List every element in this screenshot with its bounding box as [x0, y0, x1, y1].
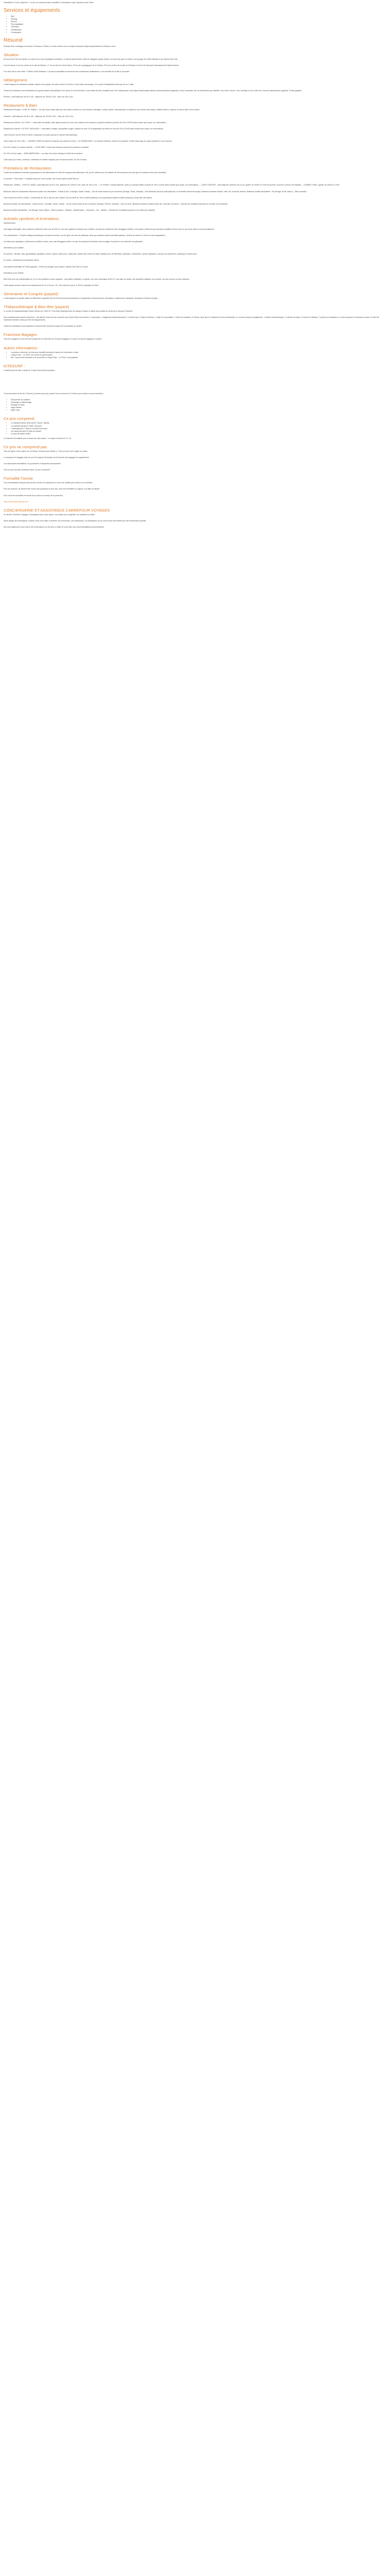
activites-text-3: Un vaste parc aquatique, entièrement chauffé en hiver, avec des toboggans variés, un parc de plusieurs kilomètres entre la plage, la piscine et une sélection de glissades. — [4, 241, 143, 243]
prestations-text-3: Restaurant : Buffets – CHAT EL HANIA : petit déjeuner de 6h à 10h, déjeuner de 12h30 à 14h, dîner de 19h à 21h — LE TRIUM « cuisine italienne, dans un concept raffiné ouverte de 19h à 21h30 (sans horaire que repas, sur réservation). — CAFÉ CONCERT : petit déjeuner tardif de 10h à 11h, goûter de 16h30 à 17h30 et pizzeria / boucher à l'heure de l'apéritif — CONNECT BAR : goûter de 16h30 à 17h30. — [4, 184, 340, 187]
conciergerie-text-1: Un dernier Carrefour Voyages Conciergerie pour votre séjour, vous aidez pour organiser vos activités sur place. — [4, 513, 95, 516]
note-item: • Nage tractée — [11, 406, 387, 409]
seminaires-text: L'hôtel dispose de quatre salles de différentes capacités (de 60 à 600 personnes) destinées à l'organisation d'événements, séminaires, conférences, banquets, réceptions et dîners de gala. — [4, 297, 158, 299]
formalites-text-1: Les ressortissants français devront être munis d'un passeport en cours de validité pour entrer sur le territoire. — [4, 482, 93, 484]
activites-text-8: Animations pour enfants — [4, 272, 24, 274]
restaurants-text-1: Restaurant Principal « CHAT EL HANIA » : au sein d'une vaste salle aux tons clairs ouverte sur une terrasse ombragée, cuisine variée, internationale et tunisienne aux heures des repas, buffets à thème, copieux à toute la faite d'une culture. — [4, 109, 200, 111]
prestations-text-4: Boissons dans les restaurants: Boissons locales non alcoolisées : Sodas (Coca, Cola light, Sprite, Fanta) – Jus de fruits à base de jus concentré (Orange, Citron, Ananas) – Eau Minérale (sous au petit-déjeuner, en bouteille durant les repas). Boissons chaudes locales: café, thé, chocolat, tisanes. Boissons locales alcoolisées : Vin (Rouge, Rosé, Blanc) – Bière pression. — [4, 190, 307, 193]
thalasso-text-2: Son complètement humain comprend : une piscine d'eau de mer couverte avec 8 jets d'eau sous-marins, 2 hammams, 4 baignoires hydromassantes, 1 douche à jet, 2 salles de fitness, 1 salle de musculation, 1 salle de relaxation, le Sauna, ainsi que 42 cabines de soins individuelles. Le service comprend également : 4 salles d'hydrothérapie, 2 cabines de bains, la douche à affusion, 1 piscine de relaxation, le centre propose le hammam au soin, le rituel de l'hammam berbère, ainsi que des enveloppements. — [4, 316, 379, 321]
prestations-text-6: Boissons locales non alcoolisées : Sodas (Coca, Cola light, Sprite, Fanta) – Jus de fruits à base de jus concentré (Orange, Pomme, Ananas) – Eau au verre. Boissons chaudes locales (café, thé, chocolat, verveine) – Gamme de cocktails proposés sur la carte (non-inclusifs). — [4, 202, 228, 205]
franchise-text: Tous les voyageurs ont le droit de transporter en franchise de 23 kg de bagages en soute et 8 kg de bagages en cabine. — [4, 338, 102, 341]
resume-text: Kiosque Ras, Lindiagaur nouveaux en Eslaoun ! Partez, en toute sérieux pour un séjour éclosant à Djerba spécialement à fait pour vous ! — [4, 45, 117, 47]
restaurants-text-2: Horaires : petit déjeuner de 6h à 10h - déjeuner de 12h30 à 14h - dîner de 19h à 21h. — [4, 115, 74, 117]
hebergement-text-3: Pension : petit-déjeuner de 6h à 10h - déjeuner de 12h30 à 14h - dîner de 19h à 21h. — [4, 96, 74, 98]
activites-title: Activités sportives et Animations — [4, 216, 59, 221]
activites-text-4: Animations pour adultes — [4, 247, 24, 249]
thalasso-text-3: Toutes les prestations sont payantes et doivent être réservées auprès de la réception du centre. — [4, 325, 83, 328]
inclus-item: • La taxe de séjour locale — [11, 433, 387, 435]
seminaires-title: Séminaires et Congrès (payant) — [4, 291, 58, 296]
franchise-title: Franchise Bagages — [4, 332, 37, 337]
conciergerie-text-2: Notre équipe de conciergerie, experte, peut vous aider à réserver vos excursions, vos restaurants, vos spectacles ou de vous trouver des billets pour les événements sportifs. — [4, 519, 146, 522]
service-item: • Climatisation — [11, 29, 387, 31]
inclus-title: Ce prix comprend — [4, 416, 35, 421]
prestations-text-5: Café Concert de 9h30 à 23h00, Connect Bar de 10h à 18h (en été), Beach Club de 8h30 de 10h à 18h00 (Boissons non alcoolisées locales et Bière pression), Exotic Bar 15h-Minuit. — [4, 196, 153, 199]
activites-text-6: En soirée : animations et spectacles variés. — [4, 259, 40, 262]
inclus-item: • L'hébergement 7 nuits en formule tout inclus — [11, 428, 387, 430]
activites-text-9: Mini Club pour les enfants âgés de 4 à 12 ans répartis en deux espaces : cinq salles d'activités, un jardin, une zone ombragée de 80 m², une salle de sieste, des sanitaires adaptés, une cuisine, une aire de jeux et deux piscines. — [4, 278, 190, 280]
restaurants-text-7: De 14h à minuit, en saison estivale — JUICE BAR « vente des boissons sucrées et pressées mondaine. — [4, 146, 89, 148]
conciergerie-title: CONCIERGERIE ET ASSISTANCE CARREFOUR VOYAGES — [4, 507, 110, 513]
inclus-list — [4, 422, 387, 435]
situation-title: Situation — [4, 52, 19, 57]
prestations-text-1: Toutes les prestations formules (proposées) en vos alternatives et café de marques internationales, thé, jus de variété pour les classes de demi-pension (et sans que les boissons hors des bouteilles). — [4, 172, 167, 174]
activites-text-7: À proximité immédiate de l'hôtel (payant) : Centre de plongée sous-marine, Djerba Golf Club (17 trous). — [4, 265, 89, 268]
conciergerie-text-3: Elle peut également vous fournir des informations sur les lieux à visiter et vous faire des recommandations personnalisées. — [4, 526, 105, 528]
non-inclus-text-3: Les assurances facultatives, les pourboires et dépenses personnelles. — [4, 463, 61, 465]
non-inclus-text-1: Taxe de séjour d'une valeur de 3,0 Dinars Tunisiens par Adulte (= 1 Euro) et par nuit à régler sur place. — [4, 450, 88, 452]
note-item: • Découverte du matériel — [11, 399, 387, 401]
note-item: • Pilotage de base — [11, 404, 387, 406]
thalasso-title: Thalassothérapie & Bien-être (payant) — [4, 304, 69, 310]
service-item: • Wifi — [11, 15, 387, 18]
autres-item: • La piscine extérieure ne sera pas chauffée pendant la saison de novembre à mars. — [11, 351, 387, 354]
note-item: • Décollage et atterrissage — [11, 401, 387, 404]
situation-text-3: Il se veut vite à votre hôtel « Tickets Grand Plateaux » et pas la possibilité de découvrir des nombreuses destinations, et la curiosité de la ville à proximité. — [4, 71, 130, 73]
autres-list — [4, 351, 387, 359]
kitesurf-title: KITESURF : — [4, 363, 25, 368]
inclus-extra: Le bracelet est valable pour la durée de votre séjour : Le séjour ouvrant les 11 / 21. — [4, 437, 72, 439]
service-item: • Parking — [11, 18, 387, 21]
prestations-title: Prestations de Restauration — [4, 166, 52, 171]
formalites-title: Formalité Tunisie — [4, 476, 34, 481]
restaurants-title: Restaurants & Bars — [4, 103, 38, 108]
prestations-text-2: La formule " Tous inclus " n'englobe pas pour tout le projet, soit le deux tiplit ouvrant fait sur: — [4, 178, 79, 180]
inclus-item: • Le transport aérien aller-retour France / Djerba — [11, 422, 387, 425]
restaurants-text-8: De 10h à 24 au matin — BAR AMERICAIN » : au cœur d'un décor design du hôtel de la location. — [4, 152, 83, 155]
activites-text-5: En journée : aérobic, step, gymnastique aquatique, tennis, boccia, water-polo, volley-ball, basket-ball, tennis de table, football, jeux de fléchettes, pétanque, randonnées, sports nautiques, concours de badminton, pétanque et autres jeux. — [4, 253, 198, 256]
thalasso-text-1: Le centre de thalassothérapie Oasis s'étend sur 2.600 m², il est doté d'équipements de marque Hosbar et utilise les produits de soins de la marque Phytomer. — [4, 310, 133, 313]
note-text: 2 demi-journées de 6h de 2 heures (2 heures par jour) à partir d'une rencontre de 2 élèves par moniteur et par instructeur. — [4, 392, 104, 395]
restaurants-text-5: Café Concert: bar de 9h30 à 23h00, restaurant à la carte (pizzas et cuisine internationale). — [4, 133, 78, 136]
formalites-link[interactable]: https://www.diplomatie.gouv.fr/ — [4, 500, 29, 503]
prestations-text-7: Boissons locales alcoolisées : Vin (Rouge, Rosé, Blanc) – Bière pression – Whisky – Apéritif anisé – Vermouth – Gin – Martini – Gamme de Cocktails proposés sur la carte (non adjoint). — [4, 209, 155, 211]
situation-text-2: Il est à environ 3 min du centre de la ville de Midoun, 17 km du site de Houmt Souk, 23 km de la synagogue de la Ghriba, 23 km du centre de la ville de Guellala et 32 km de l'Aéroport International de Djerba Zarzis. — [4, 64, 179, 66]
non-inclus-text-2: Le transport de bagages dans le car de transport (l'exemple est la formule des bagages en supplément). — [4, 456, 89, 459]
kitesurf-text: L'activité peut se faire à partir de 3 dans 6 journées proposées. — [4, 369, 56, 371]
service-item: • Parc aquatique — [11, 23, 387, 26]
service-item: • Conciergerie — [11, 31, 387, 34]
activites-text-10: Cette espace jeunes réservé aux adolescents de 13 à 16 ans : PC, wifi, internet et jeux. À 18:00, projection de films. — [4, 284, 99, 286]
formalites-text-3: Pour toute les formalités de sortie de la police au bureau de la personne. — [4, 494, 63, 497]
hebergement-text-1: L'hôtel dispose de chambres doubles, triples et de duplex, de suites Junior et Senior, il vous suite économique, d'un suite Présidentielle ainsi que de sa « villas. — [4, 83, 135, 86]
autres-title: Autres informations : — [4, 345, 39, 350]
hebergement-text-2: Toutes les chambres sont climatisées et le grand espace fait participer d'un décor ou d'une terrasse, d'une salle de bain complète avec WC indépendant, d'une ligne téléphonique directe (communications payantes), d'une connexion wifi, de la télévision par satellite, d'un dîner réserve, d'un minifrigo et d'un coffre fort. Service blanchisserie (payant). Il hôtel (payant). — [4, 90, 302, 92]
inclus-item: • Le transfert aéroport / hôtel / aéroport — [11, 425, 387, 428]
page-tagline: Description Ce prix comprend : Ce prix ne comprend pas Formalités Conciergerie Logo Linquetour Avis Client — [4, 2, 94, 4]
restaurants-text-9: Café repos (ou entre), couteaux, maîtresse et modèle: épiques pour mineurs/contrat, de 16h à minuit. — [4, 159, 87, 161]
non-inclus-text-4: Tout ce qui n'est pas mentionné dans "ce prix comprend". — [4, 469, 51, 471]
note-item: • Water start — [11, 409, 387, 412]
situation-text-1: Au bord de la Tour de Djerba, au cœur de la zone touristique de Midoun, le Djerba Aqua Resort, hôtel de catégorie quatre étoiles, se trouve de part en d'autre, de la jungle de l'hôtel Hôtesse et du Djerba Golf Club. — [4, 58, 178, 60]
service-item: • Piscine — [11, 21, 387, 23]
activites-text-1: Une plage aménagée, deux piscines extérieures dont une de 200 m², une avec galeries et bassin pour enfants, une piscine extérieure avec toboggans enfants, une piscine intérieure (promenade) chauffée et hiver dont ce aux tours dans le nouveau bâtiment. — [4, 228, 215, 230]
autres-item: • NB : l'accès des bracelets et la couverture à l'Aqua Park : "Le Privé" sont payants. — [11, 357, 387, 359]
activites-subtitle: Infrastructures — [4, 222, 15, 224]
activites-text-2: Lieu d'animations : Terrains multisport (pétanque), terrains de tennis, un mini-golf, une aire de pétanque, ainsi que plusieurs autres activités (danses, centres de remise en forme et soins aquatiques. — [4, 234, 166, 237]
note-list — [4, 399, 387, 412]
restaurants-text-3: Restaurant à thème « EL THOS » : cette salle est dédiée, offrir gastronomie de la mer une cuisine et les saveurs du grand-continent (ouverte de 19h à 21h30 sans horaire que repas, sur réservation). — [4, 121, 167, 124]
services-list — [4, 15, 387, 34]
restaurants-text-6: Café Lobby: de 10h à 18h — CONNECT BAR est réservé la piscine aux séniors en bois, « LE GRAND BAR » en ceinture extérieur, auteur de la piscine. Entrée selon type du séjour (adulte) et coin fumeurs. — [4, 140, 172, 142]
inclus-item: • Les taxes aéroport et frais de dossier — [11, 430, 387, 433]
restaurants-text-4: Restaurant à thème « LE PETIT MOULINS » : décoration vintage, banquettes rouges, chaises en bois. Et le dégustation de frites de vous de 19h à 21h30 sans horaire que repas, sur réservation). — [4, 127, 164, 130]
formalites-text-2: Pour les mineurs, ils doivent être munis d'un passeport à leur nom, avec les formalités en vigueur à la date du départ. — [4, 488, 100, 490]
document-body — [4, 2, 387, 532]
resume-title: Résumé — [4, 37, 23, 43]
non-inclus-title: Ce prix ne comprend pas — [4, 445, 47, 449]
hebergement-title: Hébergement — [4, 78, 27, 83]
service-item: • Télévision — [11, 26, 387, 28]
autres-item: • L'Aqua Park : "Le Privé" est ouvert en grand public. — [11, 354, 387, 357]
services-title: Services et équipements — [4, 8, 60, 14]
